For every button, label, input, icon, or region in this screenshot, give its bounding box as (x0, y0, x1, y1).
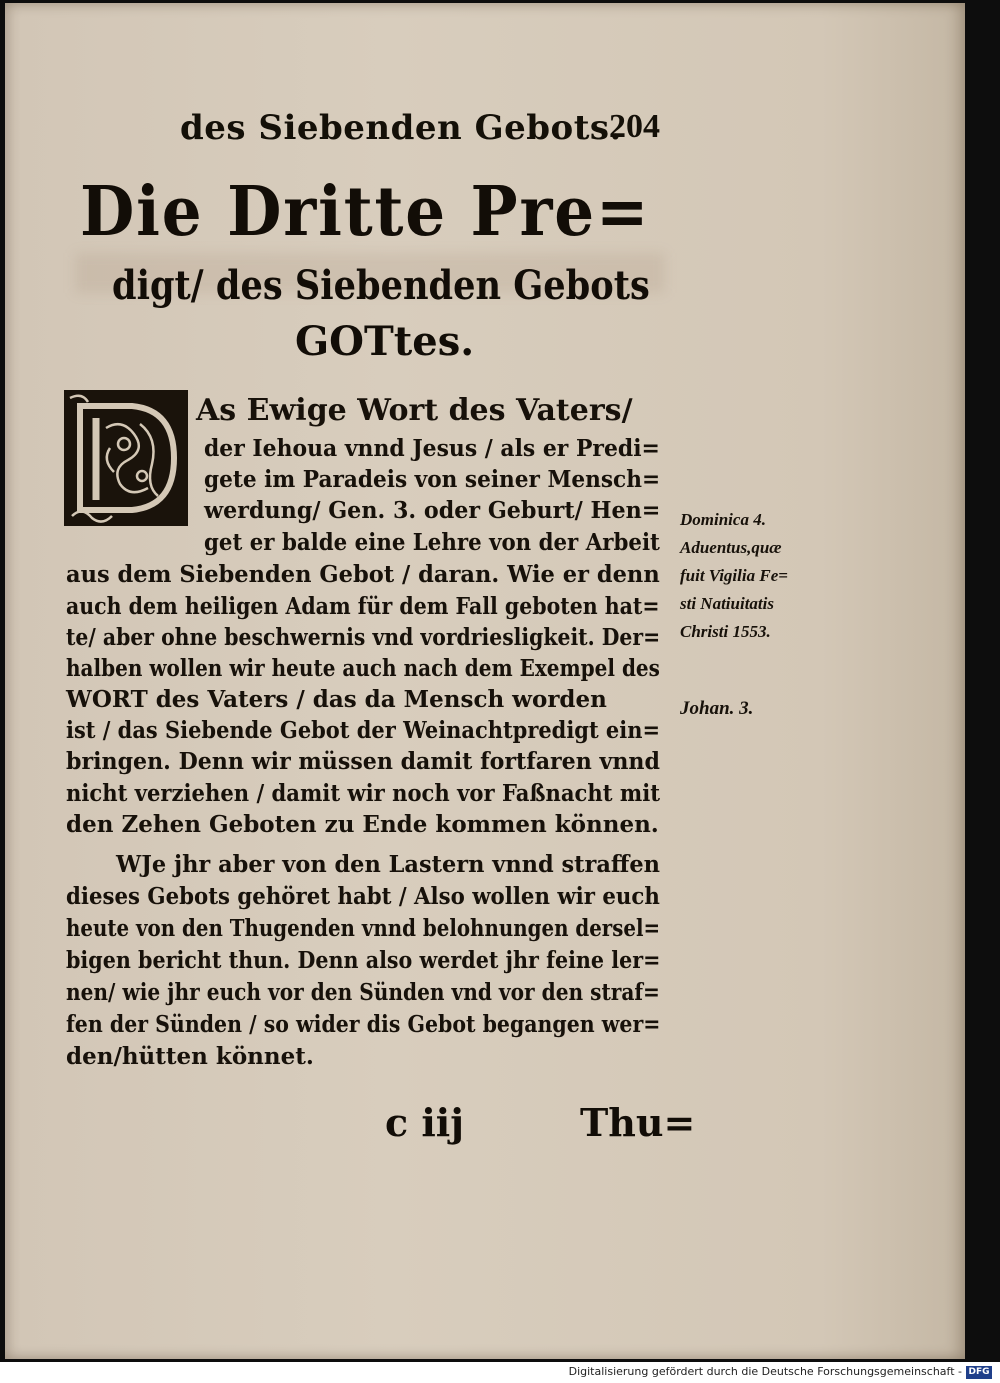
text-line: heute von den Thugenden vnnd belohnungen dersel= (66, 915, 661, 942)
text-line: nen/ wie jhr euch vor den Sünden vnd vor den straf= (66, 979, 660, 1006)
page-number: 204 (609, 108, 660, 145)
margin-note-line: Dominica 4. (680, 510, 766, 529)
dfg-logo: DFG (966, 1366, 992, 1379)
margin-note-line: fuit Vigilia Fe= (680, 566, 788, 585)
text-line: halben wollen wir heute auch nach dem Exempel des (66, 655, 660, 682)
margin-note-line: Aduentus,quæ (680, 538, 782, 557)
text-line: aus dem Siebenden Gebot / daran. Wie er denn (66, 561, 660, 588)
ornamental-initial-d (62, 388, 190, 528)
text-line: As Ewige Wort des Vaters/ (196, 393, 633, 428)
margin-note-john: Johan. 3. (680, 698, 754, 719)
sermon-heading-line-3: GOTtes. (295, 318, 475, 365)
signature-mark: c iij (385, 1100, 464, 1145)
text-line: der Iehoua vnnd Jesus / als er Predi= (204, 435, 660, 462)
text-line: nicht verziehen / damit wir noch vor Faßnacht mit (66, 780, 660, 807)
running-title: des Siebenden Gebots. (180, 108, 622, 148)
text-line: fen der Sünden / so wider dis Gebot begangen wer= (66, 1011, 661, 1038)
sermon-heading-line-1: Die Dritte Pre= (80, 172, 651, 252)
text-line: te/ aber ohne beschwernis vnd vordriesligkeit. Der= (66, 624, 661, 651)
sermon-heading-line-2: digt/ des Siebenden Gebots (112, 262, 650, 309)
text-line: auch dem heiligen Adam für dem Fall geboten hat= (66, 593, 660, 620)
text-line: werdung/ Gen. 3. oder Geburt/ Hen= (204, 497, 661, 524)
text-line: WORT des Vaters / das da Mensch worden (66, 686, 607, 713)
text-line: den Zehen Geboten zu Ende kommen können. (66, 811, 659, 838)
text-line: gete im Paradeis von seiner Mensch= (204, 466, 661, 493)
catchword: Thu= (580, 1100, 696, 1145)
text-line: ist / das Siebende Gebot der Weinachtpredigt ein= (66, 717, 661, 744)
text-line: dieses Gebots gehöret habt / Also wollen wir euch (66, 883, 660, 910)
credit-text: Digitalisierung gefördert durch die Deutsche Forschungsgemeinschaft - (568, 1365, 962, 1378)
text-line: WJe jhr aber von den Lastern vnnd straffen (116, 851, 660, 878)
text-line: bringen. Denn wir müssen damit fortfaren vnnd (66, 748, 660, 775)
text-line: bigen bericht thun. Denn also werdet jhr feine ler= (66, 947, 661, 974)
margin-note-line: Christi 1553. (680, 622, 771, 641)
margin-note-line: sti Natiuitatis (680, 594, 774, 613)
text-line: get er balde eine Lehre von der Arbeit (204, 529, 660, 556)
text-line: den/hütten könnet. (66, 1043, 314, 1070)
credit-bar (0, 1362, 1000, 1383)
running-head (180, 108, 660, 158)
